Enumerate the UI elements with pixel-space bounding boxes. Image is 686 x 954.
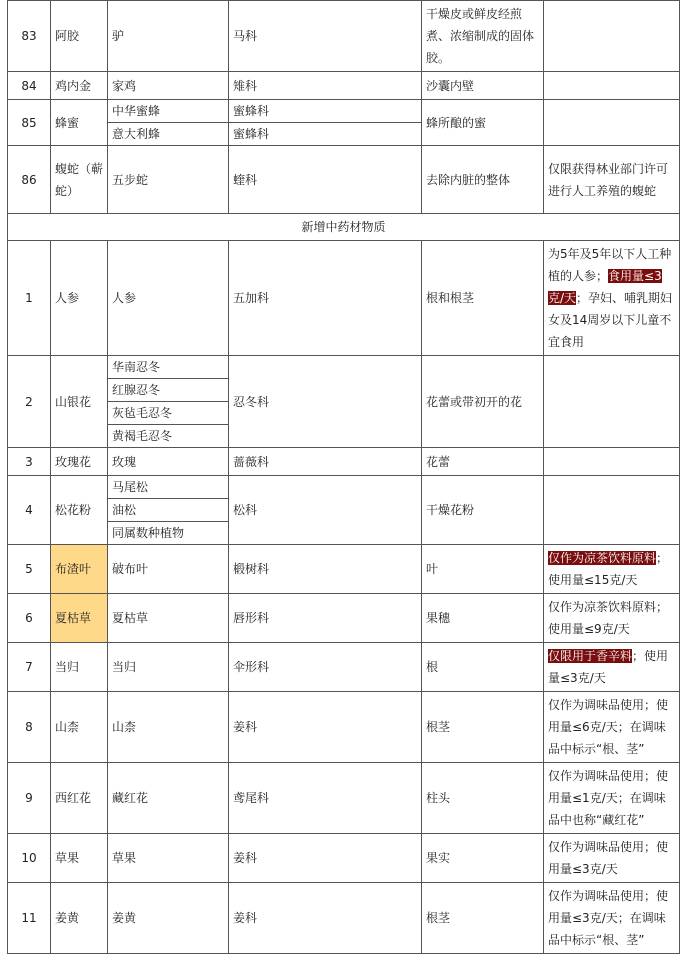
material-name: 山柰 <box>51 692 108 763</box>
material-name: 草果 <box>51 834 108 883</box>
row-number: 10 <box>8 834 51 883</box>
material-name: 鸡内金 <box>51 72 108 100</box>
material-name: 蝮蛇（蕲蛇） <box>51 146 108 214</box>
note <box>544 476 680 545</box>
family: 姜科 <box>229 883 422 954</box>
source-species: 家鸡 <box>108 72 229 100</box>
material-name: 阿胶 <box>51 1 108 72</box>
note <box>544 545 680 594</box>
table-row <box>8 692 680 763</box>
note <box>544 643 680 692</box>
source-species: 人参 <box>108 241 229 356</box>
part-used: 根 <box>422 643 544 692</box>
family: 鸢尾科 <box>229 763 422 834</box>
note-text: ；使用量≤3克/天 <box>548 649 669 685</box>
table-row <box>8 1 680 72</box>
row-number: 9 <box>8 763 51 834</box>
table-row <box>8 643 680 692</box>
part-used: 干燥花粉 <box>422 476 544 545</box>
source-species: 破布叶 <box>108 545 229 594</box>
note <box>544 1 680 72</box>
row-number: 7 <box>8 643 51 692</box>
note: 仅限获得林业部门许可进行人工养殖的蝮蛇 <box>544 146 680 214</box>
part-used: 根茎 <box>422 692 544 763</box>
part-used: 花蕾 <box>422 448 544 476</box>
row-number: 8 <box>8 692 51 763</box>
table-row <box>8 476 680 499</box>
note-text: ；使用量≤15克/天 <box>548 551 669 587</box>
row-number: 4 <box>8 476 51 545</box>
family: 姜科 <box>229 692 422 763</box>
note: 仅作为调味品使用；使用量≤6克/天；在调味品中标示“根、茎” <box>544 692 680 763</box>
family: 蜜蜂科 <box>229 123 422 146</box>
part-used: 果实 <box>422 834 544 883</box>
family: 五加科 <box>229 241 422 356</box>
note <box>544 448 680 476</box>
table-row <box>8 883 680 954</box>
table-row <box>8 834 680 883</box>
material-name: 西红花 <box>51 763 108 834</box>
material-name: 蜂蜜 <box>51 100 108 146</box>
family: 忍冬科 <box>229 356 422 448</box>
source-species: 油松 <box>108 499 229 522</box>
table-row <box>8 545 680 594</box>
part-used: 柱头 <box>422 763 544 834</box>
row-number: 3 <box>8 448 51 476</box>
note <box>544 241 680 356</box>
row-number: 5 <box>8 545 51 594</box>
family: 蝰科 <box>229 146 422 214</box>
source-species: 五步蛇 <box>108 146 229 214</box>
note-text: ；孕妇、哺乳期妇女及14周岁以下儿童不宜食用 <box>548 291 673 349</box>
family: 伞形科 <box>229 643 422 692</box>
part-used: 去除内脏的整体 <box>422 146 544 214</box>
source-species: 同属数种植物 <box>108 522 229 545</box>
family: 松科 <box>229 476 422 545</box>
material-name: 人参 <box>51 241 108 356</box>
row-number: 2 <box>8 356 51 448</box>
source-species: 中华蜜蜂 <box>108 100 229 123</box>
source-species: 玫瑰 <box>108 448 229 476</box>
part-used: 根茎 <box>422 883 544 954</box>
part-used: 蜂所酿的蜜 <box>422 100 544 146</box>
part-used: 叶 <box>422 545 544 594</box>
source-species: 夏枯草 <box>108 594 229 643</box>
note: 仅作为调味品使用；使用量≤3克/天 <box>544 834 680 883</box>
part-used: 果穗 <box>422 594 544 643</box>
source-species: 藏红花 <box>108 763 229 834</box>
note-text: 为5年及5年以下人工种植的人参； <box>548 247 672 283</box>
part-used: 沙囊内壁 <box>422 72 544 100</box>
highlighted-limit: 食用量≤3克/天 <box>548 269 662 305</box>
material-name: 布渣叶 <box>51 545 108 594</box>
materials-table <box>7 0 680 954</box>
family: 唇形科 <box>229 594 422 643</box>
family: 雉科 <box>229 72 422 100</box>
material-name: 当归 <box>51 643 108 692</box>
family: 马科 <box>229 1 422 72</box>
note <box>544 356 680 448</box>
note <box>544 72 680 100</box>
source-species: 驴 <box>108 1 229 72</box>
table-row <box>8 594 680 643</box>
source-species: 意大利蜂 <box>108 123 229 146</box>
part-used: 根和根茎 <box>422 241 544 356</box>
row-number: 83 <box>8 1 51 72</box>
table-row <box>8 100 680 123</box>
material-name: 松花粉 <box>51 476 108 545</box>
source-species: 灰毡毛忍冬 <box>108 402 229 425</box>
source-species: 姜黄 <box>108 883 229 954</box>
family: 姜科 <box>229 834 422 883</box>
note: 仅作为调味品使用；使用量≤1克/天；在调味品中也称“藏红花” <box>544 763 680 834</box>
row-number: 84 <box>8 72 51 100</box>
note: 仅作为凉茶饮料原料；使用量≤9克/天 <box>544 594 680 643</box>
source-species: 山柰 <box>108 692 229 763</box>
row-number: 1 <box>8 241 51 356</box>
table-row <box>8 146 680 214</box>
material-name: 山银花 <box>51 356 108 448</box>
source-species: 华南忍冬 <box>108 356 229 379</box>
table-row <box>8 448 680 476</box>
row-number: 11 <box>8 883 51 954</box>
material-name: 玫瑰花 <box>51 448 108 476</box>
note <box>544 100 680 146</box>
section-row <box>8 214 680 241</box>
note: 仅作为调味品使用；使用量≤3克/天；在调味品中标示“根、茎” <box>544 883 680 954</box>
table-row <box>8 241 680 356</box>
highlighted-limit: 仅作为凉茶饮料原料 <box>548 551 657 565</box>
row-number: 86 <box>8 146 51 214</box>
source-species: 黄褐毛忍冬 <box>108 425 229 448</box>
row-number: 85 <box>8 100 51 146</box>
highlighted-limit: 仅限用于香辛料 <box>548 649 633 663</box>
source-species: 草果 <box>108 834 229 883</box>
table-row <box>8 356 680 379</box>
table-row <box>8 72 680 100</box>
material-name: 夏枯草 <box>51 594 108 643</box>
source-species: 马尾松 <box>108 476 229 499</box>
family: 蔷薇科 <box>229 448 422 476</box>
family: 椴树科 <box>229 545 422 594</box>
part-used: 干燥皮或鲜皮经煎煮、浓缩制成的固体胶。 <box>422 1 544 72</box>
family: 蜜蜂科 <box>229 100 422 123</box>
source-species: 红腺忍冬 <box>108 379 229 402</box>
table-row <box>8 763 680 834</box>
part-used: 花蕾或带初开的花 <box>422 356 544 448</box>
source-species: 当归 <box>108 643 229 692</box>
section-title: 新增中药材物质 <box>8 214 680 241</box>
row-number: 6 <box>8 594 51 643</box>
material-name: 姜黄 <box>51 883 108 954</box>
